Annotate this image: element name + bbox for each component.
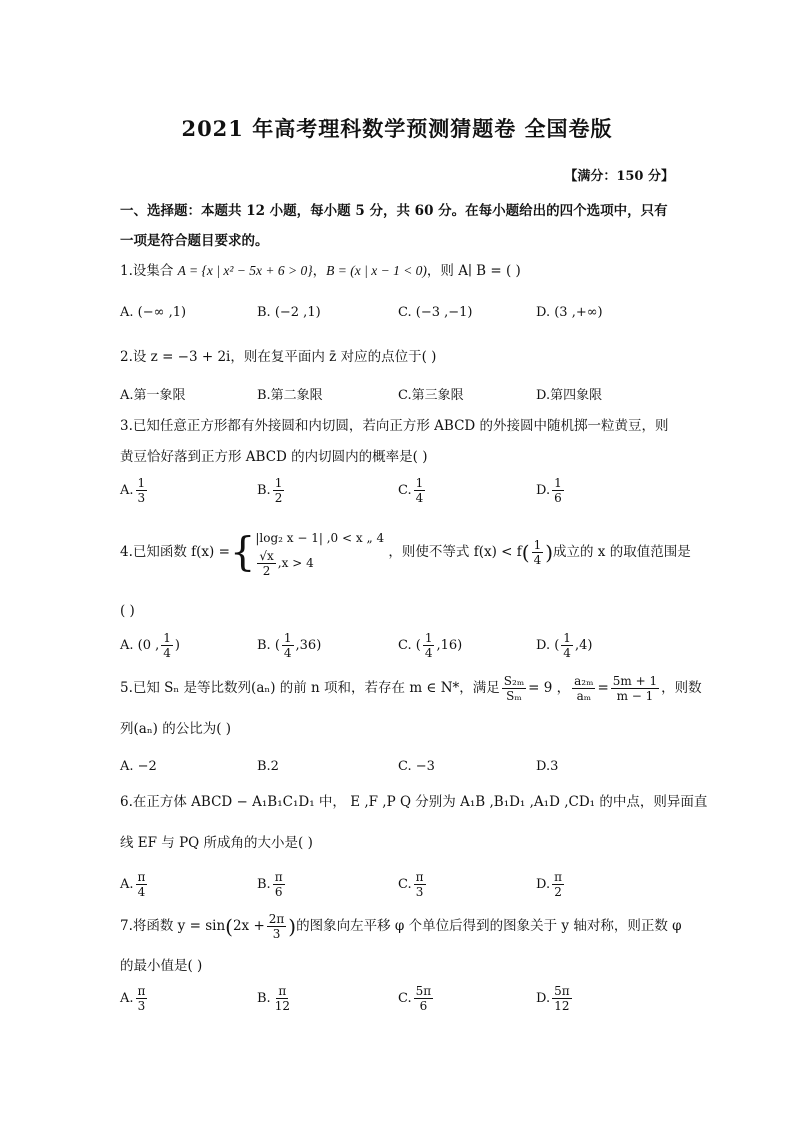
full-score-label: 【满分：150 分】 xyxy=(564,169,674,184)
question-2: 2.设 z = −3 + 2i，则在复平面内 z̄ 对应的点位于( ) xyxy=(120,349,437,365)
option-b[interactable]: B. $\frac{\pi}{6}$ xyxy=(257,869,283,899)
option-a[interactable]: A. −2 xyxy=(120,758,157,774)
option-a[interactable]: A. $\frac{\pi}{4}$ xyxy=(120,869,146,899)
option-d[interactable]: D.3 xyxy=(536,758,559,774)
option-c[interactable]: C. $\frac{\pi}{3}$ xyxy=(398,869,424,899)
option-a[interactable]: A. (0 , $\frac{1}{4}$ ) xyxy=(120,630,180,660)
question-6-options xyxy=(120,869,680,905)
option-a[interactable]: A. $\frac{\pi}{3}$ xyxy=(120,983,146,1013)
page-title: 2021 年高考理科数学预测猜题卷 全国卷版 xyxy=(181,116,613,141)
option-c[interactable]: C. $\frac{5\pi}{6}$ xyxy=(398,983,432,1013)
question-7-options xyxy=(120,983,680,1019)
question-1: 1.设集合 A = {x | x² − 5x + 6 > 0}，B = (x | x − 1 < 0)，则 A∣ B = ( ) xyxy=(120,263,521,279)
question-3-options xyxy=(120,475,680,511)
option-c[interactable]: C. ( $\frac{1}{4}$ ,16) xyxy=(398,630,463,660)
option-c[interactable]: C.第三象限 xyxy=(398,387,464,403)
option-d[interactable]: D. $\frac{\pi}{2}$ xyxy=(536,869,562,899)
option-c[interactable]: C. −3 xyxy=(398,758,435,774)
option-b[interactable]: B.第二象限 xyxy=(257,387,323,403)
question-3: 3.已知任意正方形都有外接圆和内切圆，若向正方形 ABCD 的外接圆中随机掷一粒黄豆，则黄豆恰好落到正方形 ABCD 的内切圆内的概率是( ) xyxy=(120,418,669,465)
option-b[interactable]: B. ( $\frac{1}{4}$ ,36) xyxy=(257,630,322,660)
option-a[interactable]: A.第一象限 xyxy=(120,387,186,403)
option-d[interactable]: D.第四象限 xyxy=(536,387,603,403)
question-6: 6.在正方体 ABCD − A₁B₁C₁D₁ 中， E ,F ,P Q 分别为 A₁B ,B₁D₁ ,A₁D ,CD₁ 的中点，则异面直 xyxy=(120,794,708,810)
question-7-line2: 的最小值是( ) xyxy=(120,958,203,974)
option-b[interactable]: B. (−2 ,1) xyxy=(257,304,321,320)
option-b[interactable]: B. $\frac{1}{2}$ xyxy=(257,475,283,505)
question-5-options xyxy=(120,751,680,781)
option-d[interactable]: D. (3 ,+∞) xyxy=(536,304,603,320)
question-7: 7.将函数 y = sin(2x + $\frac{2\pi}{3}$ )的图象向左平移 φ 个单位后得到的图象关于 y 轴对称，则正数 φ xyxy=(120,912,682,941)
question-5: 5.已知 Sₙ 是等比数列(aₙ) 的前 n 项和，若存在 m ∈ N*，满足 $\frac{\text{S₂ₘ}}{\text{Sₘ}}$ = 9 ， $\frac{\text{a₂ₘ}}{\text{aₘ}}$ = $\frac{5m + 1}{m - 1}$ ，则数 xyxy=(120,674,702,703)
option-b[interactable]: B.2 xyxy=(257,758,279,774)
piecewise-function: |log₂ x − 1| ,0 < x „ 4 $\frac{√x}{2}$ ,x > 4 xyxy=(255,531,385,578)
option-a[interactable]: A. $\frac{1}{3}$ xyxy=(120,475,146,505)
option-d[interactable]: D. $\frac{1}{6}$ xyxy=(536,475,562,505)
question-6-line2: 线 EF 与 PQ 所成角的大小是( ) xyxy=(120,835,313,851)
question-4-paren: ( ) xyxy=(120,603,135,619)
option-c[interactable]: C. $\frac{1}{4}$ xyxy=(398,475,424,505)
question-1-options xyxy=(120,297,680,327)
question-4-options xyxy=(120,630,680,666)
question-2-options xyxy=(120,378,680,408)
option-b[interactable]: B. $\frac{\pi}{12}$ xyxy=(257,983,290,1013)
option-c[interactable]: C. (−3 ,−1) xyxy=(398,304,473,320)
option-d[interactable]: D. ( $\frac{1}{4}$ ,4) xyxy=(536,630,593,660)
option-a[interactable]: A. (−∞ ,1) xyxy=(120,304,187,320)
option-d[interactable]: D. $\frac{5\pi}{12}$ xyxy=(536,983,570,1013)
question-5-line2: 列(aₙ) 的公比为( ) xyxy=(120,721,232,737)
section-heading: 一、选择题：本题共 12 小题，每小题 5 分，共 60 分。在每小题给出的四个选项中，只有一项是符合题目要求的。 xyxy=(120,203,668,249)
question-4: 4.已知函数 f(x) ={ |log₂ x − 1| ,0 < x „ 4 $\frac{√x}{2}$ ,x > 4 ，则使不等式 f(x) < f( $\frac{1}{4}$ )成立的 x 的取值范围是 xyxy=(120,522,680,583)
